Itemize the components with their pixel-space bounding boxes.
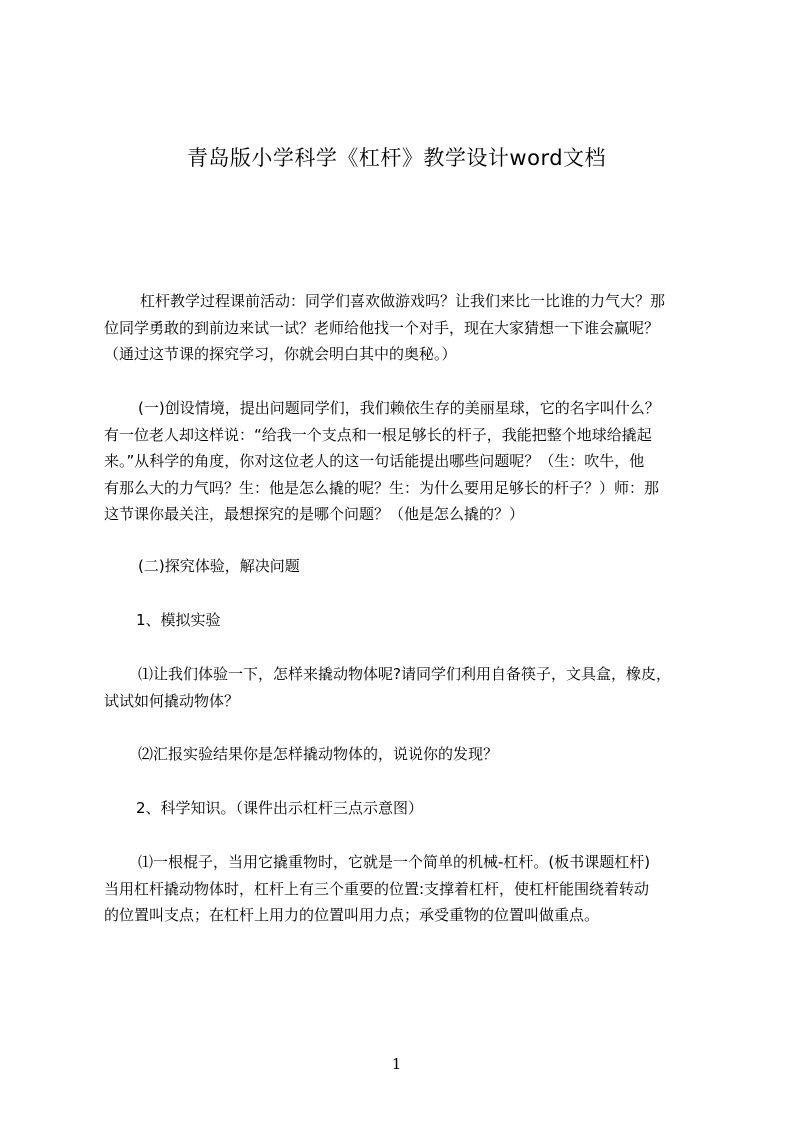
text-line: 2、科学知识。（课件出示杠杆三点示意图）: [136, 799, 424, 817]
text-line: ⑴一根棍子，当用它撬重物时，它就是一个简单的机械-杠杆。(板书课题杠杆): [138, 853, 651, 871]
text-line: （通过这节课的探究学习，你就会明白其中的奥秘。）: [104, 345, 457, 363]
paragraph-simulation-step-two: [104, 741, 700, 768]
text-line: (一)创设情境，提出问题同学们，我们赖依生存的美丽星球，它的名字叫什么？: [138, 399, 660, 417]
page-number: 1: [391, 1055, 402, 1073]
paragraph-simulation-step-one: [104, 661, 700, 714]
paragraph-section-one: [104, 395, 700, 528]
text-line: 有那么大的力气吗？生：他是怎么撬的呢？生：为什么要用足够长的杆子？）师：那: [104, 478, 660, 497]
paragraph-intro: [104, 288, 700, 368]
paragraph-section-two-heading: [104, 553, 700, 580]
paragraph-simulation-heading: [104, 607, 700, 634]
paragraph-science-knowledge-heading: [104, 795, 700, 822]
document-title: 青岛版小学科学《杠杆》教学设计word文档: [186, 146, 607, 170]
text-line: 有一位老人却这样说：“给我一个支点和一根足够长的杆子，我能把整个地球给撬起: [104, 425, 652, 444]
text-line: ⑴让我们体验一下，怎样来撬动物体呢?请同学们利用自备筷子，文具盒，橡皮，: [138, 665, 671, 683]
text-line: 杠杆教学过程课前活动：同学们喜欢做游戏吗？让我们来比一比谁的力气大？那: [140, 292, 666, 310]
text-line: 的位置叫支点；在杠杆上用力的位置叫用力点；承受重物的位置叫做重点。: [104, 906, 600, 924]
text-line: 1、模拟实验: [136, 611, 221, 629]
paragraph-lever-definition: [104, 849, 700, 929]
text-line: 位同学勇敢的到前边来试一试？老师给他找一个对手，现在大家猜想一下谁会赢呢？: [104, 318, 660, 337]
text-line: ⑵汇报实验结果你是怎样撬动物体的，说说你的发现？: [138, 745, 499, 763]
text-line: 来。”从科学的角度，你对这位老人的这一句话能提出哪些问题呢？（生：吹牛，他: [104, 452, 645, 470]
text-line: (二)探究体验，解决问题: [138, 557, 300, 575]
text-line: 试试如何撬动物体？: [104, 691, 240, 710]
text-line: 这节课你最关注，最想探究的是哪个问题？（他是怎么撬的？）: [104, 505, 525, 523]
text-line: 当用杠杆撬动物体时，杠杆上有三个重要的位置:支撑着杠杆，使杠杆能围绕着转动: [104, 879, 650, 898]
